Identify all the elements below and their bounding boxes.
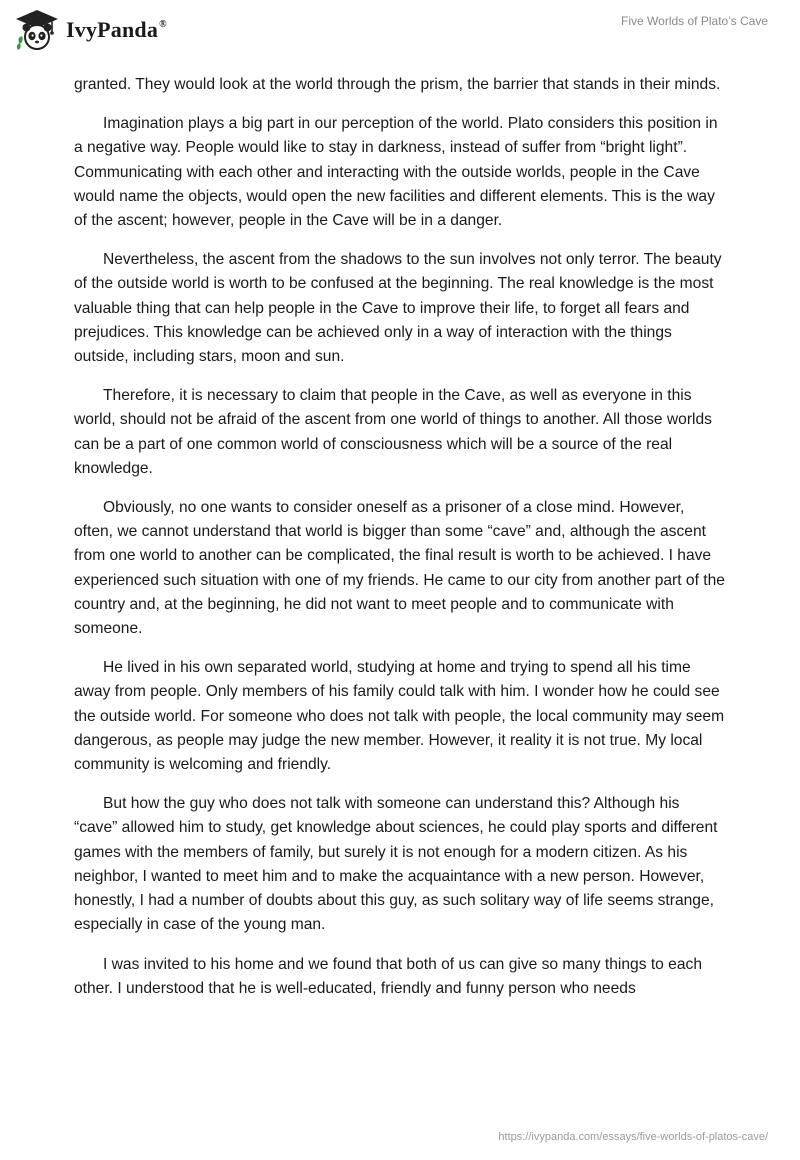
essay-body (74, 73, 726, 1016)
brand-name: IvyPanda® (66, 17, 167, 42)
document-title: Five Worlds of Plato’s Cave (621, 14, 768, 28)
paragraph-continued: granted. They would look at the world through the prism, the barrier that stands in their minds. (74, 76, 721, 93)
paragraph: Imagination plays a big part in our perception of the world. Plato considers this position in a negative way. People would like to stay in darkness, instead of suffer from “bright light”. Communicating with each other and interacting with the outside worlds, people in the Cave would name the objects, would open the new facilities and different elements. This is the way of the ascent; however, people in the Cave will be in a danger. (74, 115, 718, 230)
source-url[interactable]: https://ivypanda.com/essays/five-worlds-of-platos-cave/ (498, 1131, 768, 1143)
panda-graduate-icon (14, 8, 60, 52)
paragraph: Obviously, no one wants to consider oneself as a prisoner of a close mind. However, often, we cannot understand that world is bigger than some “cave” and, although the ascent from one world to another can be complicated, the final result is worth to be achieved. I have experienced such situation with one of my friends. He came to our city from another part of the country and, at the beginning, he did not want to meet people and to communicate with someone. (74, 499, 725, 638)
page-header (0, 0, 800, 70)
paragraph: I was invited to his home and we found that both of us can give so many things to each other. I understood that he is well-educated, friendly and funny person who needs (74, 955, 702, 997)
paragraph: He lived in his own separated world, studying at home and trying to spend all his time away from people. Only members of his family could talk with him. I wonder how he could see the outside world. For someone who does not talk with people, the local community may seem dangerous, as people may judge the new member. However, it reality it is not true. My local community is welcoming and friendly. (74, 659, 725, 774)
paragraph: But how the guy who does not talk with someone can understand this? Although his “cave” allowed him to study, get knowledge about sciences, he could play sports and different games with the members of family, but surely it is not enough for a modern citizen. As his neighbor, I wanted to meet him and to make the acquaintance with a new person. However, honestly, I had a number of doubts about this guy, as such solitary way of life seems strange, especially in case of the young man. (74, 795, 718, 934)
ivypanda-logo[interactable] (14, 8, 167, 52)
paragraph: Nevertheless, the ascent from the shadows to the sun involves not only terror. The beauty of the outside world is worth to be confused at the beginning. The real knowledge is the most valuable thing that can help people in the Cave to improve their life, to forget all fears and prejudices. This knowledge can be achieved only in a way of interaction with the things outside, including stars, moon and sun. (74, 251, 722, 366)
paragraph: Therefore, it is necessary to claim that people in the Cave, as well as everyone in this world, should not be afraid of the ascent from one world of things to another. All those worlds can be a part of one common world of consciousness which will be a source of the real knowledge. (74, 387, 712, 477)
